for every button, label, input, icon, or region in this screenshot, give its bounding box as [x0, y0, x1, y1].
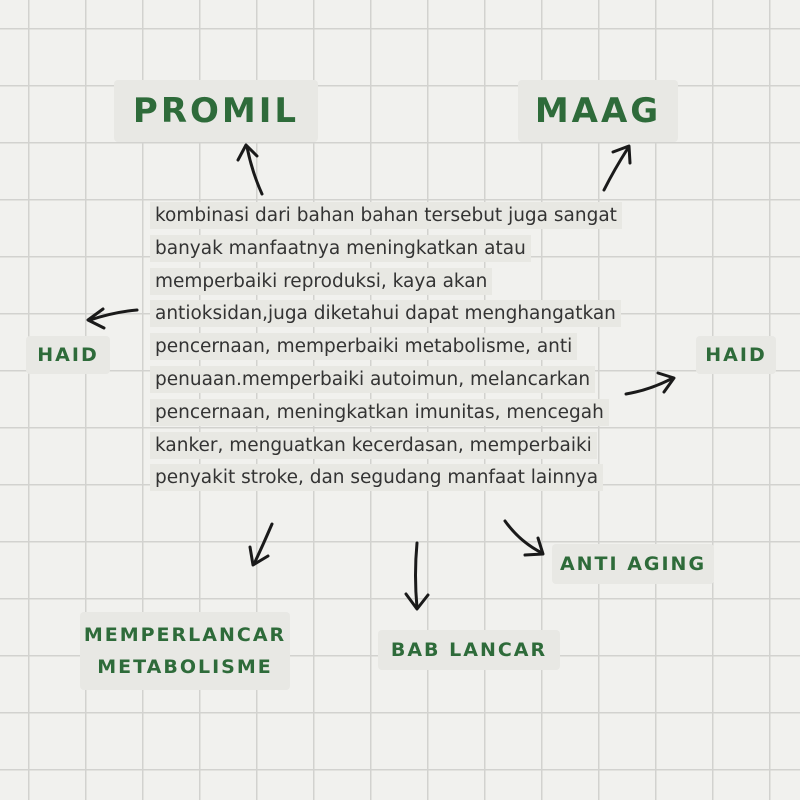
- memperlancar-metabolisme-label: [80, 612, 290, 690]
- memperlancar-line: MEMPERLANCAR: [83, 624, 287, 646]
- maag-label: MAAG: [518, 80, 678, 142]
- arrow-to-promil: [238, 145, 262, 194]
- arrow-to-maag: [604, 146, 630, 190]
- arrow-to-bab-lancar: [406, 543, 428, 609]
- arrow-to-memperlancar-metabolisme: [250, 524, 272, 565]
- arrow-to-haid-left: [88, 309, 137, 328]
- bab-lancar-label: BAB LANCAR: [378, 630, 560, 670]
- metabolisme-line: METABOLISME: [97, 656, 273, 678]
- center-text: kombinasi dari bahan bahan tersebut juga sangat banyak manfaatnya meningkatkan atau memperbaiki reproduksi, kaya akan antioksidan,juga diketahui dapat menghangatkan pencernaan, memperbaiki metabolisme, anti penuaan.memperbaiki autoimun, melancarkan pencernaan, meningkatkan imunitas, mencegah kanker, menguatkan kecerdasan, memperbaiki penyakit stroke, dan segudang manfaat lainnya: [150, 202, 622, 491]
- haid-left-label: HAID: [26, 336, 110, 374]
- arrow-to-haid-right: [626, 373, 674, 394]
- haid-right-label: HAID: [696, 336, 776, 374]
- arrow-to-anti-aging: [505, 521, 543, 555]
- anti-aging-label: ANTI AGING: [552, 544, 714, 584]
- promil-label: PROMIL: [114, 80, 318, 142]
- center-description: [150, 200, 630, 495]
